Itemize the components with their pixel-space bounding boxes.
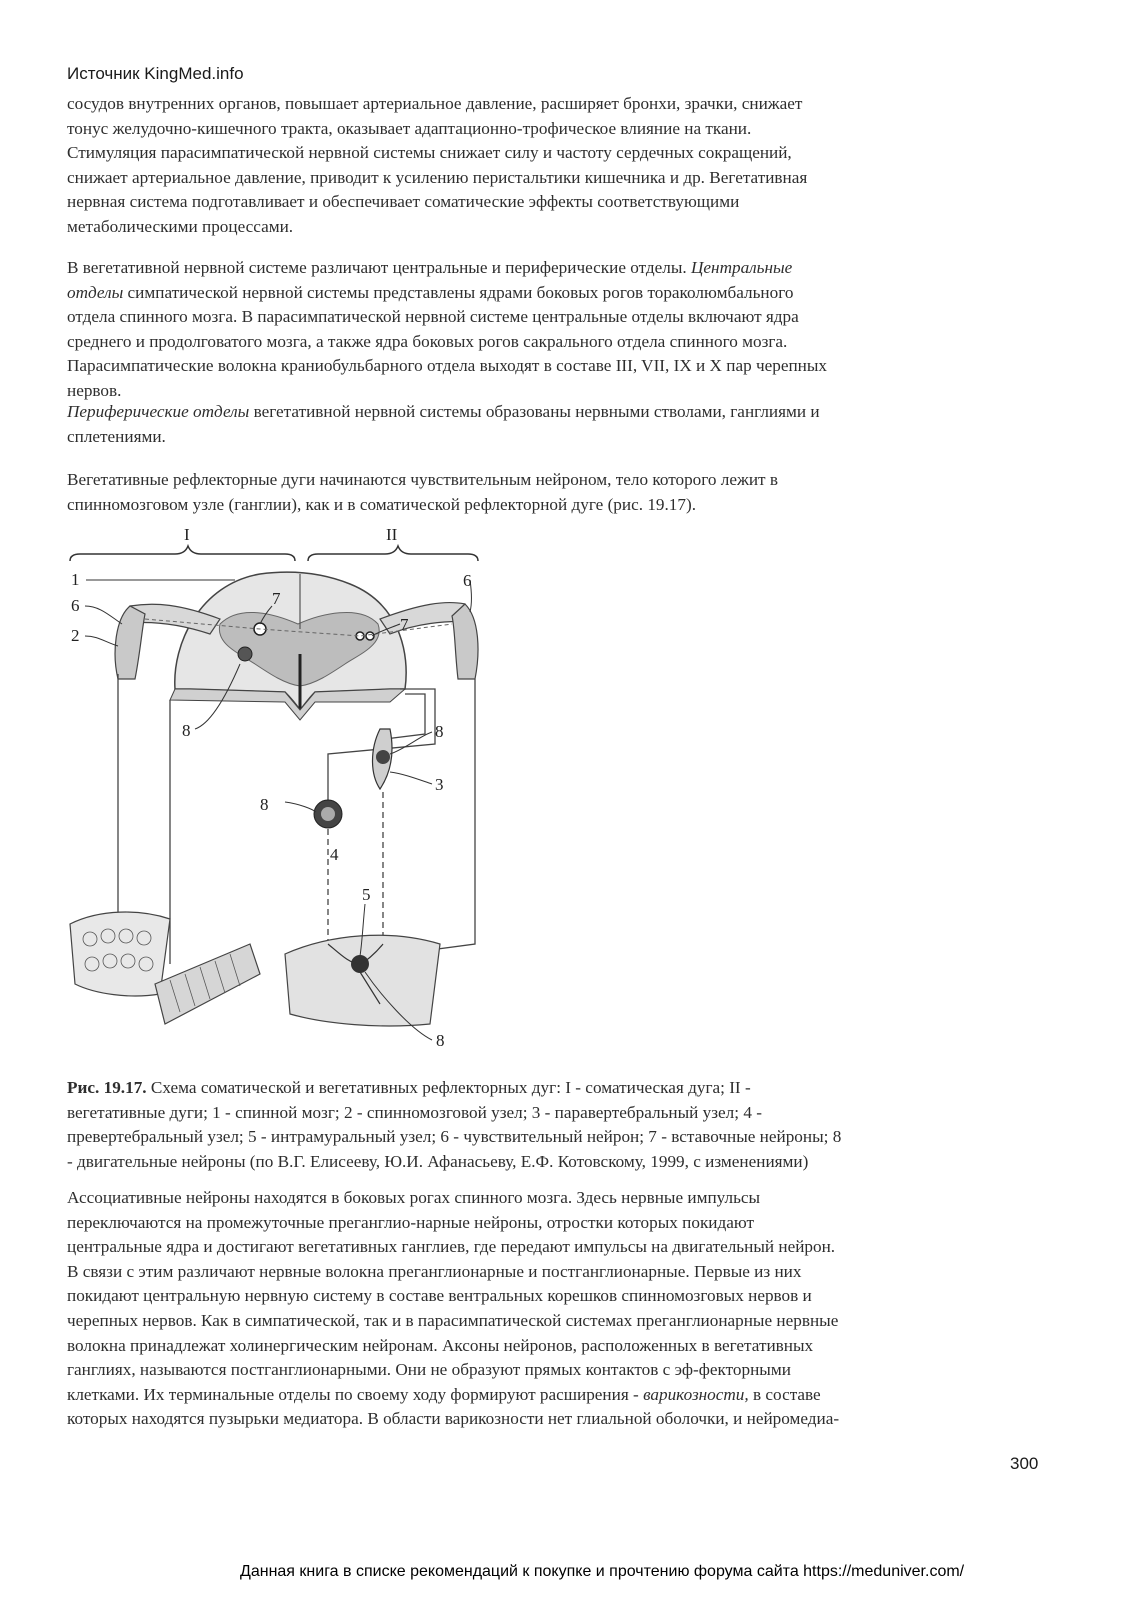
text-line: метаболическими процессами. (67, 216, 294, 236)
label-5: 5 (362, 885, 371, 904)
text-line: которых находятся пузырьки медиатора. В области варикозности нет глиальной оболочки, и нейромедиа- (67, 1409, 840, 1429)
text-line: снижает артериальное давление, приводит к усилению перистальтики кишечника и др. Вегетативная (67, 167, 808, 187)
text-line: среднего и продолговатого мозга, а также ядра боковых рогов сакрального отдела спинного мозга. (67, 331, 788, 351)
paragraph-2 (67, 256, 1052, 404)
label-3: 3 (435, 775, 444, 794)
text-line: сосудов внутренних органов, повышает артериальное давление, расширяет бронхи, зрачки, снижает (67, 94, 803, 113)
paragraph-5 (67, 1186, 1052, 1432)
label-8-intramural: 8 (436, 1031, 445, 1050)
prevertebral-ganglion-core (321, 807, 335, 821)
text-line: волокна принадлежат холинергическим нейронам. Аксоны нейронов, расположенных в вегетативных (67, 1335, 814, 1355)
text-line: черепных нервов. Как в симпатической, так и в парасимпатической системах преганглионарные нервные (67, 1310, 839, 1330)
figure-caption (67, 1076, 1052, 1174)
italic-term: Центральные (691, 258, 793, 277)
label-4: 4 (330, 845, 339, 864)
label-I: I (184, 525, 190, 544)
label-8-para: 8 (435, 722, 444, 741)
text-line (67, 256, 1052, 281)
visceral-tissue (285, 935, 440, 1026)
text-line: - двигательные нейроны (по В.Г. Елисееву, Ю.И. Афанасьеву, Е.Ф. Котовскому, 1999, с изменениями) (67, 1151, 809, 1171)
motor-neuron-left (238, 647, 252, 661)
figure-reflex-arcs (60, 524, 490, 1066)
label-6-left: 6 (71, 596, 80, 615)
text-run: вегетативной нервной системы образованы нервными стволами, ганглиями и (249, 402, 820, 421)
text-run: симпатической нервной системы представлены ядрами боковых рогов тораколюмбального (123, 282, 794, 302)
bracket-I (70, 546, 295, 561)
label-6-right: 6 (463, 571, 472, 590)
text-line: покидают центральную нервную систему в составе вентральных корешков спинномозговых нервов и (67, 1286, 812, 1306)
right-spinal-ganglion (452, 604, 478, 679)
text-line: тонус желудочно-кишечного тракта, оказывает адаптационно-трофическое влияние на ткани. (67, 118, 752, 138)
label-7-right: 7 (400, 615, 409, 634)
italic-term: отделы (67, 282, 124, 302)
text-line: сплетениями. (67, 426, 166, 446)
source-header: Источник KingMed.info (67, 64, 244, 83)
text-run: Схема соматической и вегетативных рефлекторных дуг: I - соматическая дуга; II - (146, 1078, 751, 1097)
paragraph-1 (67, 92, 1052, 240)
text-line (67, 400, 1052, 425)
paravertebral-neuron (376, 750, 390, 764)
reflex-arc-diagram (60, 524, 490, 1066)
text-line: Парасимпатические волокна краниобульбарного отдела выходят в составе III, VII, IX и X пар черепных (67, 356, 828, 376)
text-line (67, 1076, 1052, 1101)
sensory-fiber-right (400, 679, 475, 954)
footer-link-text: Данная книга в списке рекомендаций к покупке и прочтению форума сайта https://meduniver.com/ (240, 1563, 965, 1580)
text-line: превертебральный узел; 5 - интрамуральный узел; 6 - чувствительный нейрон; 7 - вставочные нейроны; 8 (67, 1127, 842, 1147)
text-line: В связи с этим различают нервные волокна преганглионарные и постганглионарные. Первые из них (67, 1261, 802, 1281)
text-line: отдела спинного мозга. В парасимпатической нервной системе центральные отделы включают ядра (67, 307, 799, 327)
text-line: переключаются на промежуточные преганглио-нарные нейроны, отростки которых покидают (67, 1212, 754, 1232)
label-II: II (386, 525, 398, 544)
label-7-left: 7 (272, 589, 281, 608)
text-line: ганглиях, называются постганглионарными. Они не образуют прямых контактов с эф-фекторными (67, 1360, 791, 1380)
caption-label: Рис. 19.17. (67, 1078, 147, 1097)
text-line: центральные ядра и достигают вегетативных ганглиев, где передают импульсы на двигательный нейрон. (67, 1237, 836, 1257)
text-line (67, 281, 1052, 306)
paragraph-4 (67, 468, 1052, 517)
bracket-II (308, 546, 478, 561)
text-run: в составе (748, 1384, 821, 1404)
label-8-left: 8 (182, 721, 191, 740)
text-run: В вегетативной нервной системе различают центральные и периферические отделы. (67, 258, 691, 277)
paragraph-3 (67, 400, 1052, 449)
text-line (67, 1383, 1052, 1408)
text-line: спинномозговом узле (ганглии), как и в соматической рефлекторной дуге (рис. 19.17). (67, 494, 697, 514)
text-line: нервов. (67, 380, 122, 400)
left-spinal-ganglion (115, 606, 145, 679)
italic-term: Периферические отделы (67, 402, 250, 421)
label-8-prever: 8 (260, 795, 269, 814)
italic-term: варикозности, (643, 1384, 749, 1404)
text-run: клетками. Их терминальные отделы по своему ходу формируют расширения - (67, 1384, 644, 1404)
text-line: Ассоциативные нейроны находятся в боковых рогах спинного мозга. Здесь нервные импульсы (67, 1188, 761, 1207)
label-1: 1 (71, 570, 80, 589)
text-line: Стимуляция парасимпатической нервной системы снижает силу и частоту сердечных сокращений, (67, 143, 792, 163)
skeletal-muscle (155, 944, 260, 1024)
text-line: Вегетативные рефлекторные дуги начинаются чувствительным нейроном, тело которого лежит в (67, 470, 778, 489)
label-2: 2 (71, 626, 80, 645)
text-line: нервная система подготавливает и обеспечивает соматические эффекты соответствующими (67, 192, 740, 212)
page-number: 300 (1010, 1454, 1039, 1473)
text-line: вегетативные дуги; 1 - спинной мозг; 2 - спинномозговой узел; 3 - паравертебральный узел; 4 - (67, 1102, 762, 1122)
